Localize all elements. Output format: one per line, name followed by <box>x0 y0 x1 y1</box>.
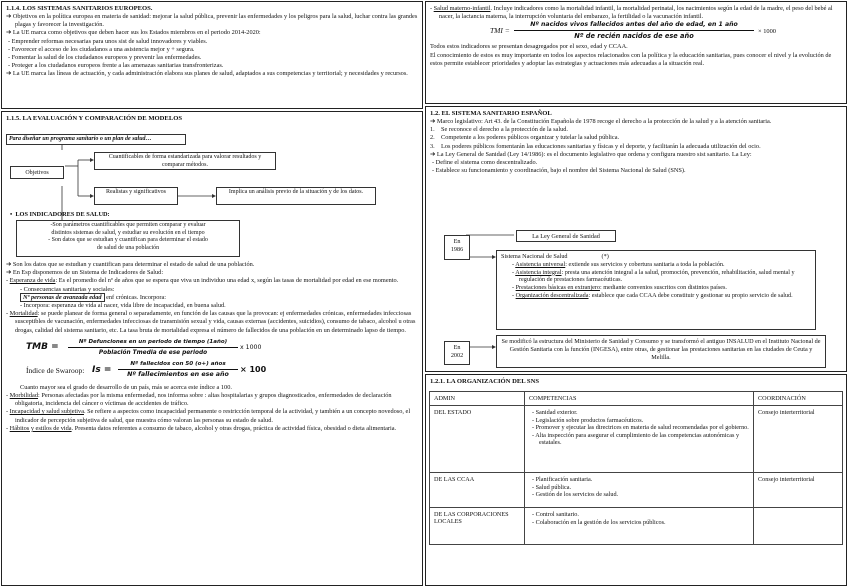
table-cell: Consejo interterritorial <box>754 473 843 508</box>
table-cell: DE LAS CORPORACIONES LOCALES <box>430 508 525 545</box>
table-cell: Consejo interterritorial <box>754 406 843 473</box>
table-row <box>430 508 843 545</box>
list-item: 1. Se reconoce el derecho a la protección de la salud. <box>430 126 568 134</box>
ingesa-box: Se modificó la estructura del Ministerio de Sanidad y Consumo y se transformó el antiguo INSALUD en el Instituto Nacional de Gestión Sanitaria con la función (INGESA), entre otras, de gestionar las prestaciones sanitarias en las ciudades de Ceuta y Melilla. <box>496 335 826 368</box>
table-cell: - Planificación sanitaria. - Salud pública. - Gestión de los servicios de salud. <box>525 473 754 508</box>
list-item: ➔ En Esp disponemos de un Sistema de Indicadores de Salud: <box>6 269 164 277</box>
list-item: - Define el sistema como descentralizado. <box>432 159 538 167</box>
tmb-formula: TMB = Nº Defunciones en un periodo de tiempo (1año) Población Tmedia de ese periodo x 1000 <box>26 338 262 356</box>
list-item: - Mortalidad: se puede planear de forma general o separadamente, en función de las causas que la provocan: ej enfermedades crónicas, enfermedades infecciosas susceptibles de vacunación, enfermedades infecciosas de transmisión sexual y vida, causas externas (accidentes, suicidios), consumo de tabaco, alcohol u otras drogas, calidad del sistema sanitario, etc. La tasa bruta de mortalidad expresa el número de fallecidos de una población en un determinado lapso de tiempo. <box>6 310 416 334</box>
list-item: - Consecuencias sanitarias y sociales: <box>20 285 115 293</box>
list-item: Cuanto mayor sea el grado de desarrollo de un país, más se acerca este índice a 100. <box>20 383 232 391</box>
list-item: ➔ Marco legislativo: Art 43. de la Constitución Española de 1978 recoge el derecho a la protección de la salud y a la atención sanitaria. <box>430 118 772 125</box>
ley-general-box: La Ley General de Sanidad <box>516 230 616 242</box>
panel-sistemas-europeos <box>1 1 423 109</box>
panel-sistema-espanol <box>425 106 847 372</box>
table-cell: - Sanidad exterior. - Legislación sobre productos farmacéuticos. - Promover y ejecutar las directrices en materia de salud recomendadas por el gobierno. - Alta inspección para asegurar el cumplimiento de las competencias autonómicas y estatales. <box>525 406 754 473</box>
list-item: - Morbilidad: Personas afectadas por la misma enfermedad, nos informa sobre : altas hospitalarias y grupos diagnosticados, enfermedades de declaración obligatoria, incidencia del cáncer o víctimas de accidentes de tráfico. <box>6 392 392 408</box>
planning-box: Para diseñar un programa sanitario o un plan de salud… <box>6 134 186 145</box>
list-item: - Salud materno-infantil. Incluye indicadores como la mortalidad infantil, la mortalidad perinatal, los nacimientos según la edad de la madre, el peso del bebé al nacer, la lactancia materna, la interrupción voluntaria del embarazo, la fertilidad o la vacunación infantil. <box>430 5 833 21</box>
sns-item: - Prestaciones básicas en extranjero: mediante convenios suscritos con distintos países. <box>512 284 727 292</box>
table-cell <box>754 508 843 545</box>
section-title: 1.2. EL SISTEMA SANITARIO ESPAÑOL <box>430 110 552 117</box>
list-item: - Proteger a los ciudadanos europeos frente a las amenazas sanitarias transfronterizas. <box>8 62 224 70</box>
swaroop-formula: Índice de Swaroop: Is = Nº fallecidos con 50 (o+) años Nº fallecimientos en ese año × 100 <box>26 360 267 378</box>
sns-box: Sistema Nacional de Salud (*) - Asistencia universal: extiende sus servicios y cobertura sanitaria a toda la población. - Asistencia integral: presta una atención integral a la salud, promoción, prevención, rehabilitación, salud mental y regulación de prestaciones farmacéuticas. - Prestaciones básicas en extranjero: mediante convenios suscritos con distintos países. - Organización descentralizada: establece que cada CCAA debe constituir y gestionar su propio servicio de salud. <box>496 250 816 330</box>
list-item: - Incapacidad y salud subjetiva. Se refiere a aspectos como incapacidad permanente o restricción temporal de la actividad, y también a un concepto novedoso, el indicador de percepción subjetiva de salud, que muestra cómo valoran las personas su estado de salud. <box>6 408 411 424</box>
indicadores-heading: • LOS INDICADORES DE SALUD: <box>10 211 110 218</box>
table-row <box>430 473 843 508</box>
indicadores-box: -Son parámetros cuantificables que permiten comparar y evaluar distintos sistemas de salud, y estudiar su evolución en el tiempo - Son datos que se estudian y cuantifican para determinar el estado de salud de una población <box>16 220 240 257</box>
list-item: - Incorpora: esperanza de vida al nacer, vida libre de incapacidad, en buena salud. <box>20 302 226 310</box>
sns-item: - Asistencia integral: presta una atención integral a la salud, promoción, prevención, rehabilitación, salud mental y regulación de prestaciones farmacéuticas. <box>512 268 795 284</box>
list-item: - Esperanza de vida: Es el promedio del nº de años que se espera que viva un individuo una edad x, según las tasas de mortalidad por edad en ese momento. <box>6 277 399 285</box>
analisis-box: Implica un análisis previo de la situación y de los datos. <box>216 187 376 205</box>
cuantificables-box: Cuantificables de forma estandarizada para valorar resultados y comparar métodos. <box>94 152 276 170</box>
section-title: 1.1.4. LOS SISTEMAS SANITARIOS EUROPEOS. <box>6 5 153 12</box>
table-cell: DEL ESTADO <box>430 406 525 473</box>
en-2002-box: En 2002 <box>444 341 470 365</box>
panel-salud-materno <box>425 1 847 104</box>
list-item: 2. Competente a los poderes públicos organizar y tutelar la salud pública. <box>430 134 620 142</box>
table-cell: - Control sanitario. - Colaboración en la gestión de los servicios públicos. <box>525 508 754 545</box>
list-item: ➔ La UE marca como objetivos que deben hacer sus los Estados miembros en el periodo 2014-2020: <box>6 29 261 37</box>
list-item: - Emprender reformas necesarias para unos sist de salud innovadores y viables. <box>8 37 208 45</box>
objetivos-box: Objetivos <box>10 166 64 179</box>
list-item: ➔ La Ley General de Sanidad (Ley 14/1986): es el documento legislativo que ordena y configura nuestro sist sanitario. La Ley: <box>430 150 752 158</box>
list-item: - Establece su funcionamiento y coordinación, bajo el nombre del Sistema Nacional de Salud (SNS). <box>432 167 686 175</box>
table-row <box>430 406 843 473</box>
column-header: COMPETENCIAS <box>525 392 754 406</box>
sns-item: - Organización descentralizada: establece que cada CCAA debe constituir y gestionar su propio servicio de salud. <box>512 291 793 299</box>
realistas-box: Realistas y significativos <box>94 187 178 205</box>
list-item: - Favorecer el acceso de los ciudadanos a una asistencia mejor y + segura. <box>8 45 195 53</box>
paragraph: Todos estos indicadores se presentan desagregados por el sexo, edad y CCAA. <box>430 43 628 51</box>
paragraph: El conocimiento de estos es muy importante en todos los aspectos relacionados con la política y la educación sanitarias, pues conocer el nivel y la evolución de estos permite establecer prioridades y adoptar las estrategias y actuaciones más adecuadas a la situación real. <box>430 51 832 67</box>
panel-organizacion-sns <box>425 374 847 586</box>
table-cell: DE LAS CCAA <box>430 473 525 508</box>
column-header: ADMIN <box>430 392 525 406</box>
tmi-formula: TMI = Nº nacidos vivos fallecidos antes del año de edad, en 1 año Nº de recién nacidos de ese año × 1000 <box>490 21 776 41</box>
panel-evaluacion-modelos <box>1 111 423 586</box>
list-item: - Hábitos y estilos de vida. Presenta datos referentes a consumo de tabaco, alcohol y otras drogas, práctica de actividad física, obesidad o dieta alimentaria. <box>6 424 397 432</box>
list-item: - Fomentar la salud de los ciudadanos europeos y prevenir las enfermedades. <box>8 54 202 62</box>
sns-item: - Asistencia universal: extiende sus servicios y cobertura sanitaria a toda la población. <box>512 260 725 268</box>
list-item: ➔ Objetivos en la política europea en materia de sanidad: mejorar la salud pública, prevenir las enfermedades y los peligros para la salud, luchar contra las grandes plagas y favorecer la investigación. <box>6 13 418 29</box>
column-header: COORDINACIÓN <box>754 392 843 406</box>
section-title: 1.2.1. LA ORGANIZACIÓN DEL SNS <box>430 378 540 385</box>
list-item: 3. Los poderes públicos fomentarán las educaciones sanitarias y físicas y el deporte, y facilitarán la adecuada utilización del ocio. <box>430 142 761 150</box>
organizacion-table <box>429 391 843 545</box>
list-item: Nº personas de avanzada edad enf crónicas. Incorpora: <box>6 294 416 302</box>
diagram-connectors <box>426 107 847 372</box>
list-item: ➔ La UE marca las líneas de actuación, y cada administración elabora sus planes de salud, adaptados a sus competencias y territorial; y necesidades y recursos. <box>6 70 408 78</box>
en-1986-box: En 1986 <box>444 235 470 260</box>
section-title: 1.1.5. LA EVALUACIÓN Y COMPARACIÓN DE MODELOS <box>6 115 183 122</box>
table-header-row <box>430 392 843 406</box>
list-item: ➔ Son los datos que se estudian y cuantifican para determinar el estado de salud de una población. <box>6 261 255 268</box>
